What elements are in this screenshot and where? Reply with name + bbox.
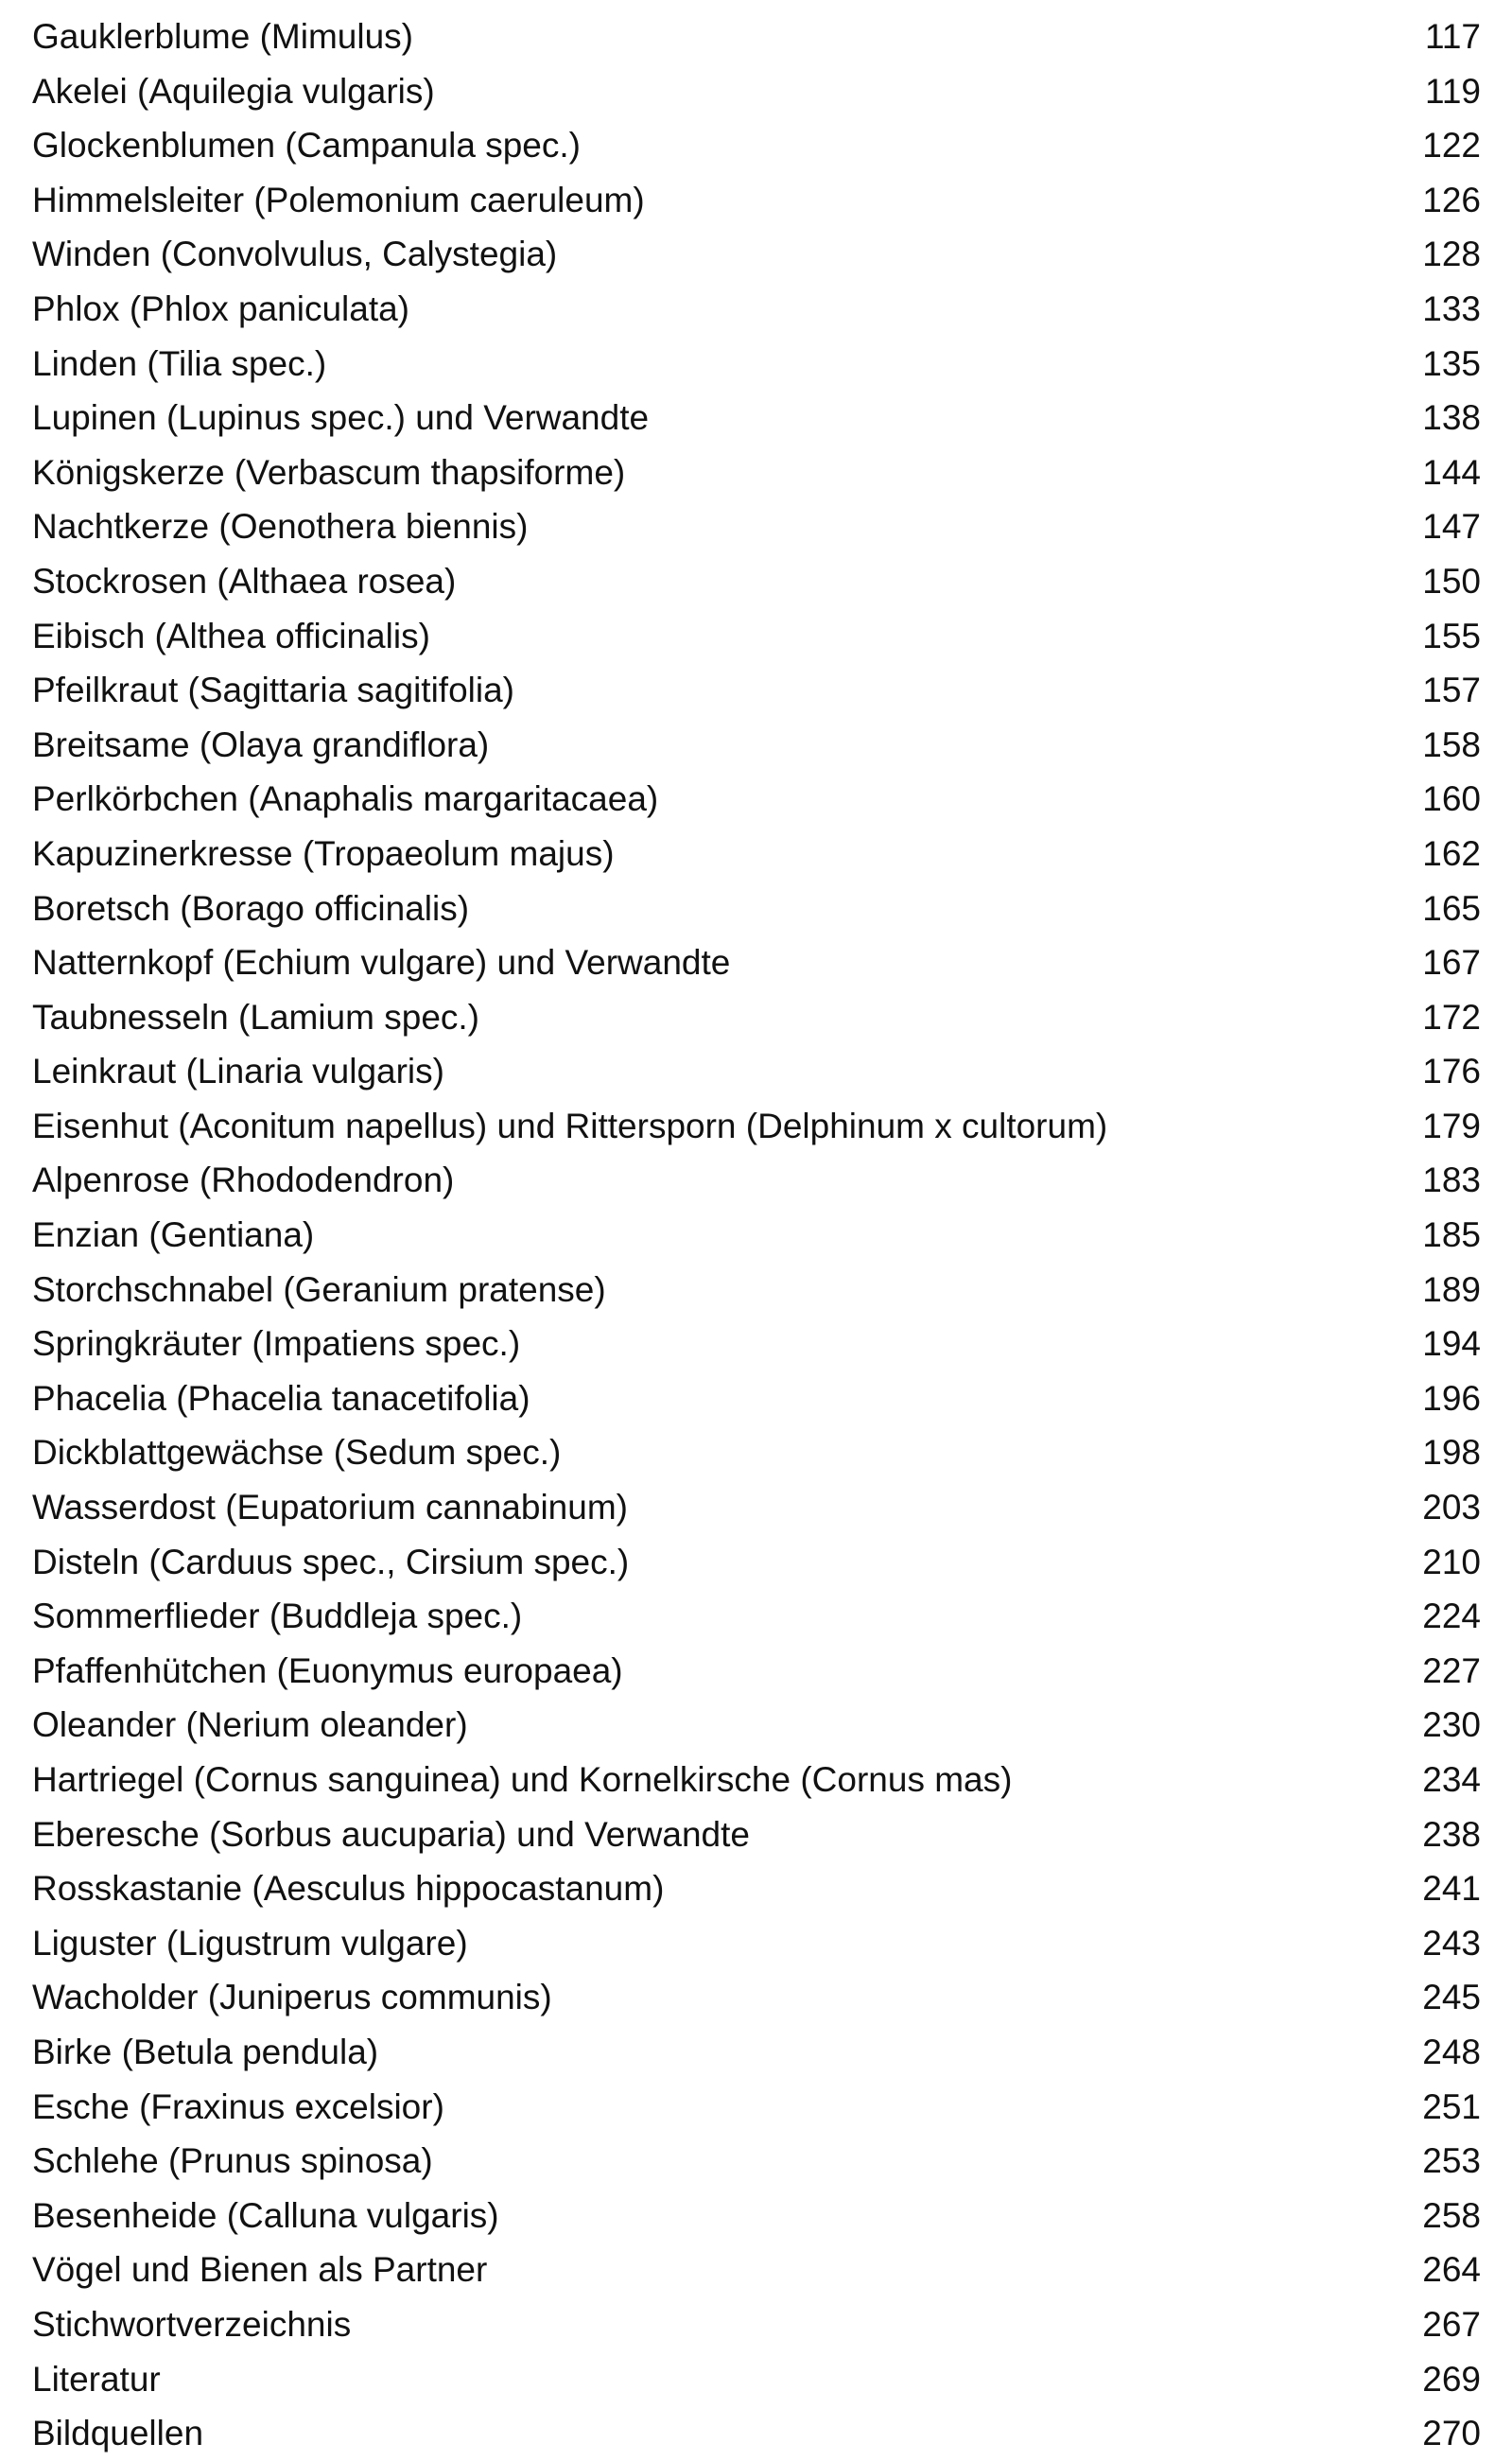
- toc-entry: [32, 227, 1481, 282]
- toc-entry: [32, 718, 1481, 773]
- toc-entry-title: Pfaffenhütchen (Euonymus europaea): [32, 1650, 623, 1690]
- toc-entry-page-number: 172: [1422, 997, 1481, 1037]
- toc-entry-title: Eibisch (Althea officinalis): [32, 616, 430, 655]
- toc-entry-title: Stichwortverzeichnis: [32, 2304, 352, 2344]
- toc-entry: [32, 1535, 1481, 1590]
- toc-entry-page-number: 165: [1422, 888, 1481, 928]
- toc-entry-page-number: 243: [1422, 1923, 1481, 1963]
- toc-entry: [32, 609, 1481, 664]
- toc-entry-page-number: 135: [1422, 343, 1481, 383]
- toc-entry-page-number: 230: [1422, 1705, 1481, 1745]
- toc-entry: [32, 1153, 1481, 1208]
- toc-entry-page-number: 147: [1422, 507, 1481, 547]
- toc-entry-page-number: 196: [1422, 1378, 1481, 1418]
- toc-entry-page-number: 203: [1422, 1488, 1481, 1527]
- toc-entry-page-number: 234: [1422, 1760, 1481, 1799]
- toc-entry: [32, 2297, 1481, 2352]
- toc-entry-page-number: 160: [1422, 779, 1481, 819]
- toc-entry: [32, 772, 1481, 827]
- toc-entry: [32, 1425, 1481, 1480]
- toc-entry: [32, 935, 1481, 990]
- toc-entry: [32, 1208, 1481, 1263]
- toc-entry-title: Königskerze (Verbascum thapsiforme): [32, 452, 626, 492]
- toc-entry-page-number: 167: [1422, 943, 1481, 983]
- toc-entry: [32, 118, 1481, 173]
- toc-entry: [32, 2352, 1481, 2407]
- toc-entry: [32, 1753, 1481, 1807]
- toc-entry-title: Vögel und Bienen als Partner: [32, 2250, 488, 2290]
- toc-entry: [32, 1644, 1481, 1699]
- toc-entry-title: Linden (Tilia spec.): [32, 343, 327, 383]
- toc-entry-title: Hartriegel (Cornus sanguinea) und Kornelkirsche (Cornus mas): [32, 1760, 1013, 1799]
- toc-entry: [32, 1263, 1481, 1318]
- toc-entry: [32, 1589, 1481, 1644]
- toc-entry-title: Disteln (Carduus spec., Cirsium spec.): [32, 1542, 630, 1581]
- toc-entry-page-number: 238: [1422, 1814, 1481, 1854]
- toc-entry: [32, 499, 1481, 554]
- toc-entry: [32, 990, 1481, 1045]
- toc-entry: [32, 1916, 1481, 1971]
- toc-entry-page-number: 158: [1422, 724, 1481, 764]
- toc-entry-page-number: 150: [1422, 561, 1481, 601]
- toc-entry-page-number: 185: [1422, 1215, 1481, 1255]
- toc-entry: [32, 1861, 1481, 1916]
- toc-entry: [32, 9, 1481, 64]
- toc-entry-title: Boretsch (Borago officinalis): [32, 888, 470, 928]
- toc-entry-page-number: 198: [1422, 1433, 1481, 1473]
- toc-entry: [32, 282, 1481, 337]
- toc-entry: [32, 2134, 1481, 2189]
- toc-entry-title: Birke (Betula pendula): [32, 2032, 379, 2071]
- toc-entry-title: Esche (Fraxinus excelsior): [32, 2086, 444, 2126]
- toc-entry-title: Himmelsleiter (Polemonium caeruleum): [32, 180, 645, 219]
- toc-entry-title: Storchschnabel (Geranium pratense): [32, 1269, 606, 1309]
- toc-entry-title: Springkräuter (Impatiens spec.): [32, 1324, 521, 1364]
- toc-entry: [32, 391, 1481, 445]
- toc-entry-title: Pfeilkraut (Sagittaria sagitifolia): [32, 671, 514, 710]
- toc-entry-title: Perlkörbchen (Anaphalis margaritacaea): [32, 779, 659, 819]
- toc-entry-title: Enzian (Gentiana): [32, 1215, 315, 1255]
- toc-entry: [32, 2080, 1481, 2135]
- toc-entry-page-number: 269: [1422, 2359, 1481, 2399]
- toc-entry-page-number: 267: [1422, 2304, 1481, 2344]
- toc-entry-page-number: 126: [1422, 180, 1481, 219]
- toc-entry-title: Akelei (Aquilegia vulgaris): [32, 71, 435, 111]
- toc-entry-page-number: 155: [1422, 616, 1481, 655]
- toc-entry-title: Liguster (Ligustrum vulgare): [32, 1923, 468, 1963]
- toc-entry-page-number: 270: [1422, 2414, 1481, 2453]
- toc-entry-title: Rosskastanie (Aesculus hippocastanum): [32, 1869, 665, 1909]
- toc-entry: [32, 1371, 1481, 1426]
- toc-entry-page-number: 241: [1422, 1869, 1481, 1909]
- toc-entry-page-number: 128: [1422, 235, 1481, 274]
- toc-entry: [32, 1970, 1481, 2025]
- toc-entry-page-number: 117: [1425, 17, 1481, 56]
- toc-entry: [32, 827, 1481, 881]
- toc-entry-title: Glockenblumen (Campanula spec.): [32, 126, 581, 166]
- toc-entry-page-number: 133: [1422, 288, 1481, 328]
- toc-entry-title: Winden (Convolvulus, Calystegia): [32, 235, 558, 274]
- toc-entry-title: Breitsame (Olaya grandiflora): [32, 724, 490, 764]
- toc-entry-page-number: 227: [1422, 1650, 1481, 1690]
- toc-entry: [32, 881, 1481, 936]
- toc-entry-page-number: 162: [1422, 833, 1481, 873]
- toc-entry: [32, 554, 1481, 609]
- toc-entry-title: Eberesche (Sorbus aucuparia) und Verwandte: [32, 1814, 750, 1854]
- toc-entry-title: Sommerflieder (Buddleja spec.): [32, 1597, 523, 1636]
- toc-entry-title: Nachtkerze (Oenothera biennis): [32, 507, 529, 547]
- toc-entry-title: Taubnesseln (Lamium spec.): [32, 997, 479, 1037]
- toc-entry: [32, 173, 1481, 228]
- toc-entry-page-number: 224: [1422, 1597, 1481, 1636]
- toc-entry-page-number: 176: [1422, 1052, 1481, 1091]
- toc-entry: [32, 64, 1481, 119]
- toc-entry-title: Lupinen (Lupinus spec.) und Verwandte: [32, 398, 650, 438]
- toc-entry: [32, 1099, 1481, 1154]
- toc-entry-page-number: 183: [1422, 1161, 1481, 1200]
- toc-entry: [32, 1480, 1481, 1535]
- toc-entry-title: Besenheide (Calluna vulgaris): [32, 2195, 499, 2235]
- toc-entry-title: Gauklerblume (Mimulus): [32, 17, 413, 56]
- toc-entry-title: Schlehe (Prunus spinosa): [32, 2141, 433, 2181]
- toc-entry-page-number: 144: [1422, 452, 1481, 492]
- toc-entry-title: Phlox (Phlox paniculata): [32, 288, 409, 328]
- toc-entry: [32, 2406, 1481, 2461]
- toc-entry-title: Bildquellen: [32, 2414, 204, 2453]
- toc-entry-page-number: 253: [1422, 2141, 1481, 2181]
- toc-entry: [32, 663, 1481, 718]
- toc-entry-page-number: 210: [1422, 1542, 1481, 1581]
- toc-entry-title: Phacelia (Phacelia tanacetifolia): [32, 1378, 530, 1418]
- toc-entry: [32, 2243, 1481, 2297]
- toc-entry-title: Wacholder (Juniperus communis): [32, 1978, 552, 2017]
- toc-entry-title: Natternkopf (Echium vulgare) und Verwandte: [32, 943, 731, 983]
- toc-entry: [32, 445, 1481, 500]
- toc-entry-page-number: 251: [1422, 2086, 1481, 2126]
- toc-entry-page-number: 138: [1422, 398, 1481, 438]
- toc-entry: [32, 1807, 1481, 1862]
- toc-entry: [32, 337, 1481, 392]
- toc-entry: [32, 1044, 1481, 1099]
- toc-entry: [32, 2189, 1481, 2243]
- toc-entry-page-number: 119: [1425, 71, 1481, 111]
- toc-entry-title: Dickblattgewächse (Sedum spec.): [32, 1433, 562, 1473]
- toc-entry-page-number: 194: [1422, 1324, 1481, 1364]
- toc-entry: [32, 1698, 1481, 1753]
- toc-entry-title: Literatur: [32, 2359, 161, 2399]
- toc-entry: [32, 1317, 1481, 1371]
- toc-entry-title: Alpenrose (Rhododendron): [32, 1161, 455, 1200]
- toc-entry-page-number: 248: [1422, 2032, 1481, 2071]
- toc-entry-page-number: 179: [1422, 1106, 1481, 1145]
- toc-entry-title: Eisenhut (Aconitum napellus) und Rittersporn (Delphinum x cultorum): [32, 1106, 1108, 1145]
- toc-entry-page-number: 245: [1422, 1978, 1481, 2017]
- toc-entry-title: Oleander (Nerium oleander): [32, 1705, 468, 1745]
- toc-entry-page-number: 122: [1422, 126, 1481, 166]
- table-of-contents: [32, 9, 1481, 2461]
- toc-entry-page-number: 157: [1422, 671, 1481, 710]
- toc-entry-title: Leinkraut (Linaria vulgaris): [32, 1052, 444, 1091]
- toc-entry-page-number: 258: [1422, 2195, 1481, 2235]
- toc-entry-title: Wasserdost (Eupatorium cannabinum): [32, 1488, 628, 1527]
- toc-entry-page-number: 264: [1422, 2250, 1481, 2290]
- toc-entry-page-number: 189: [1422, 1269, 1481, 1309]
- toc-entry-title: Stockrosen (Althaea rosea): [32, 561, 457, 601]
- toc-entry: [32, 2025, 1481, 2080]
- toc-entry-title: Kapuzinerkresse (Tropaeolum majus): [32, 833, 615, 873]
